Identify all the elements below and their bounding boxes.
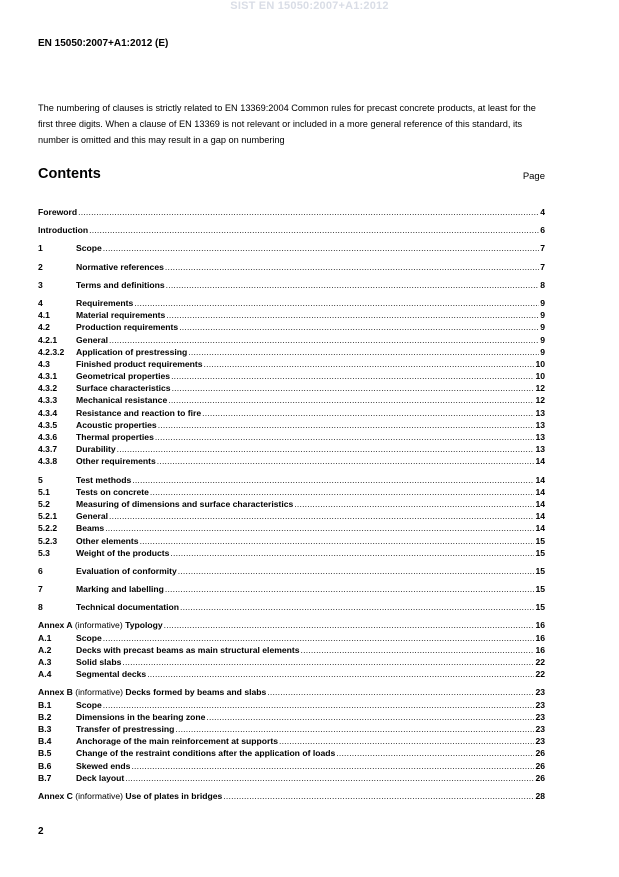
toc-entry-page: 7 <box>540 261 545 272</box>
dot-leader <box>301 644 535 656</box>
toc-entry-number: 5.1 <box>38 486 50 497</box>
toc-entry-page: 15 <box>535 547 545 558</box>
toc-entry-title: Change of the restraint conditions after the application of loads <box>76 748 336 759</box>
toc-entry[interactable] <box>38 723 545 735</box>
toc-entry-page: 4 <box>540 207 545 217</box>
toc-entry[interactable] <box>38 358 545 370</box>
toc-entry-page: 14 <box>535 498 545 509</box>
toc-entry-page: 10 <box>535 358 545 369</box>
annex-note: (informative) <box>72 790 126 801</box>
toc-entry-page: 9 <box>540 310 545 321</box>
toc-entry[interactable] <box>38 535 545 547</box>
toc-entry-title: Thermal properties <box>76 432 154 442</box>
toc-entry-title: Deck layout <box>76 772 125 783</box>
dot-leader <box>175 723 534 735</box>
toc-entry-page: 16 <box>535 632 545 643</box>
dot-leader <box>202 407 534 419</box>
toc-entry[interactable] <box>38 772 545 784</box>
dot-leader <box>267 686 534 698</box>
toc-entry-title: Scope <box>76 243 102 254</box>
dot-leader <box>125 772 534 784</box>
toc-entry[interactable] <box>38 297 545 309</box>
dot-leader <box>164 619 535 631</box>
watermark: SIST EN 15050:2007+A1:2012 <box>230 0 389 12</box>
toc-entry[interactable] <box>38 206 545 218</box>
toc-entry-title: Measuring of dimensions and surface characteristics <box>76 498 294 509</box>
dot-leader <box>78 206 539 218</box>
toc-entry-number: 4.2.1 <box>38 334 58 345</box>
toc-entry-number: 5.3 <box>38 547 50 558</box>
dot-leader <box>178 565 535 577</box>
toc-entry-title <box>38 790 222 802</box>
toc-group <box>38 297 545 468</box>
dot-leader <box>103 632 535 644</box>
dot-leader <box>166 279 540 291</box>
toc-entry-page: 15 <box>535 535 545 546</box>
toc-entry-page: 23 <box>535 687 545 698</box>
toc-entry-title: Weight of the products <box>76 547 170 558</box>
toc-entry[interactable] <box>38 242 545 254</box>
toc-group <box>38 686 545 784</box>
toc-entry-page: 16 <box>535 644 545 655</box>
toc-entry-page: 10 <box>535 371 545 382</box>
toc-entry-page: 14 <box>535 456 545 467</box>
toc-entry[interactable] <box>38 279 545 291</box>
dot-leader <box>166 309 539 321</box>
dot-leader <box>109 510 534 522</box>
toc-entry[interactable] <box>38 711 545 723</box>
toc-entry-page: 8 <box>540 279 545 290</box>
toc-entry-page: 15 <box>535 565 545 576</box>
dot-leader <box>158 419 535 431</box>
toc-entry[interactable] <box>38 419 545 431</box>
annex-title: Decks formed by beams and slabs <box>125 687 267 698</box>
toc-entry-number: 4.3 <box>38 358 50 369</box>
toc-entry-page: 9 <box>540 297 545 308</box>
dot-leader <box>89 224 539 236</box>
toc-entry-number: 4 <box>38 297 43 308</box>
toc-entry[interactable] <box>38 644 545 656</box>
dot-leader <box>117 443 535 455</box>
annex-label: Annex B <box>38 687 73 698</box>
dot-leader <box>188 346 539 358</box>
page-column-label: Page <box>522 171 545 182</box>
toc-entry-page: 23 <box>535 723 545 734</box>
toc-entry-number: 8 <box>38 602 43 613</box>
dot-leader <box>179 321 539 333</box>
toc-entry-number: 4.3.6 <box>38 432 58 442</box>
toc-entry-page: 22 <box>535 669 545 680</box>
toc-entry[interactable] <box>38 656 545 668</box>
dot-leader <box>223 790 534 802</box>
toc-entry-title: Durability <box>76 444 116 455</box>
toc-entry-number: B.7 <box>38 772 52 783</box>
toc-entry-title <box>38 686 266 698</box>
toc-entry[interactable] <box>38 790 545 802</box>
dot-leader <box>165 583 535 595</box>
toc-entry[interactable] <box>38 321 545 333</box>
toc-entry-title: Normative references <box>76 261 164 272</box>
dot-leader <box>105 522 534 534</box>
toc-entry-title: Technical documentation <box>76 602 179 613</box>
toc-entry-title: Test methods <box>76 474 132 485</box>
toc-entry-page: 13 <box>535 444 545 455</box>
toc-entry[interactable] <box>38 699 545 711</box>
toc-entry-number: 5.2 <box>38 498 50 509</box>
toc-entry-page: 7 <box>540 243 545 254</box>
toc-entry-page: 26 <box>535 748 545 759</box>
toc-entry[interactable] <box>38 547 545 559</box>
toc-entry-title: Transfer of prestressing <box>76 723 175 734</box>
toc-entry-title: Beams <box>76 523 105 534</box>
toc-entry-page: 14 <box>535 486 545 497</box>
dot-leader <box>294 498 534 510</box>
toc-entry-title: Application of prestressing <box>76 346 188 357</box>
table-of-contents <box>38 206 545 808</box>
toc-group <box>38 601 545 613</box>
dot-leader <box>172 382 535 394</box>
toc-entry-title <box>38 619 163 631</box>
toc-entry[interactable] <box>38 443 545 455</box>
toc-group <box>38 279 545 291</box>
toc-entry[interactable] <box>38 261 545 273</box>
dot-leader <box>140 535 535 547</box>
dot-leader <box>109 334 539 346</box>
toc-entry-number: 3 <box>38 279 43 290</box>
toc-entry-page: 15 <box>535 602 545 613</box>
dot-leader <box>206 711 534 723</box>
toc-group <box>38 224 545 236</box>
toc-entry-page: 12 <box>535 395 545 406</box>
toc-entry-number: 1 <box>38 243 43 254</box>
toc-entry-page: 9 <box>540 334 545 345</box>
dot-leader <box>171 370 534 382</box>
dot-leader <box>103 242 539 254</box>
toc-entry[interactable] <box>38 747 545 759</box>
toc-entry-title: General <box>76 511 109 522</box>
annex-note: (informative) <box>72 620 126 631</box>
toc-entry-number: 4.1 <box>38 310 50 321</box>
toc-entry-title: Finished product requirements <box>76 358 203 369</box>
toc-entry-title: Evaluation of conformity <box>76 565 177 576</box>
dot-leader <box>131 760 534 772</box>
toc-entry-page: 14 <box>535 474 545 485</box>
toc-entry[interactable] <box>38 510 545 522</box>
toc-entry[interactable] <box>38 224 545 236</box>
dot-leader <box>170 547 534 559</box>
toc-entry[interactable] <box>38 565 545 577</box>
toc-entry-number: B.3 <box>38 723 52 734</box>
toc-entry-page: 28 <box>535 790 545 801</box>
toc-entry[interactable] <box>38 486 545 498</box>
dot-leader <box>180 601 534 613</box>
toc-entry-page: 13 <box>535 432 545 442</box>
toc-entry-page: 13 <box>535 419 545 430</box>
toc-entry[interactable] <box>38 619 545 631</box>
toc-entry[interactable] <box>38 407 545 419</box>
dot-leader <box>147 668 534 680</box>
annex-label: Annex C <box>38 790 73 801</box>
toc-entry-number: B.5 <box>38 748 52 759</box>
toc-entry-number: B.6 <box>38 760 52 771</box>
toc-entry-number: A.1 <box>38 632 52 643</box>
toc-entry[interactable] <box>38 632 545 644</box>
toc-entry[interactable] <box>38 394 545 406</box>
toc-entry-number: 4.3.3 <box>38 395 58 406</box>
toc-group <box>38 583 545 595</box>
toc-entry-page: 16 <box>535 620 545 631</box>
toc-entry-number: 4.3.2 <box>38 383 58 394</box>
toc-entry[interactable] <box>38 346 545 358</box>
toc-entry-number: 5.2.3 <box>38 535 58 546</box>
toc-entry-number: 7 <box>38 584 43 595</box>
toc-entry-title: Marking and labelling <box>76 584 164 595</box>
toc-entry[interactable] <box>38 668 545 680</box>
toc-entry-title: Skewed ends <box>76 760 131 771</box>
toc-entry-number: 4.3.1 <box>38 371 58 382</box>
toc-entry[interactable] <box>38 431 545 443</box>
toc-entry-page: 13 <box>535 407 545 418</box>
toc-entry-title: Requirements <box>76 297 134 308</box>
toc-entry-page: 26 <box>535 772 545 783</box>
toc-entry-number: 4.3.8 <box>38 456 58 467</box>
toc-entry-number: 5 <box>38 474 43 485</box>
toc-entry-title: Introduction <box>38 225 89 236</box>
toc-entry[interactable] <box>38 583 545 595</box>
toc-entry[interactable] <box>38 735 545 747</box>
dot-leader <box>150 486 535 498</box>
annex-title: Use of plates in bridges <box>125 790 223 801</box>
toc-entry-number: 5.2.2 <box>38 523 58 534</box>
toc-entry-number: 5.2.1 <box>38 511 58 522</box>
toc-entry-number: 4.2 <box>38 322 50 333</box>
toc-entry-title: Other elements <box>76 535 139 546</box>
toc-entry[interactable] <box>38 522 545 534</box>
dot-leader <box>157 455 535 467</box>
toc-entry-number: B.1 <box>38 699 52 710</box>
toc-entry-page: 23 <box>535 699 545 710</box>
toc-entry-number: A.3 <box>38 657 52 667</box>
toc-entry-title: Resistance and reaction to fire <box>76 407 202 418</box>
toc-entry[interactable] <box>38 309 545 321</box>
toc-entry[interactable] <box>38 455 545 467</box>
page-number: 2 <box>38 826 44 837</box>
toc-entry[interactable] <box>38 474 545 486</box>
toc-entry-page: 12 <box>535 383 545 394</box>
dot-leader <box>122 656 534 668</box>
toc-entry-title: Production requirements <box>76 322 179 333</box>
toc-entry-number: 2 <box>38 261 43 272</box>
toc-entry-page: 23 <box>535 736 545 747</box>
intro-paragraph: The numbering of clauses is strictly related to EN 13369:2004 Common rules for precast concrete products, at least for the first three digits. When a clause of EN 13369 is not relevant or included in a more general reference of this standard, its number is omitted and this may result in a gap on numbering <box>38 103 536 145</box>
toc-entry-title: General <box>76 334 109 345</box>
toc-group <box>38 565 545 577</box>
toc-entry-title: Tests on concrete <box>76 486 149 497</box>
annex-label: Annex A <box>38 620 73 631</box>
toc-entry-title: Anchorage of the main reinforcement at supports <box>76 736 278 747</box>
dot-leader <box>134 297 539 309</box>
toc-entry-title: Scope <box>76 632 102 643</box>
toc-entry-title: Dimensions in the bearing zone <box>76 711 206 722</box>
toc-entry-number: A.2 <box>38 644 52 655</box>
toc-group <box>38 474 545 559</box>
toc-entry-page: 6 <box>540 225 545 236</box>
toc-entry-title: Other requirements <box>76 456 156 467</box>
toc-entry-number: B.2 <box>38 711 52 722</box>
toc-group <box>38 206 545 218</box>
contents-heading: Contents <box>38 166 101 182</box>
dot-leader <box>168 394 534 406</box>
toc-entry-number: 4.3.7 <box>38 444 58 455</box>
dot-leader <box>336 747 534 759</box>
toc-group <box>38 790 545 802</box>
toc-entry-page: 14 <box>535 523 545 534</box>
toc-entry-title: Segmental decks <box>76 669 147 680</box>
toc-entry-page: 15 <box>535 584 545 595</box>
dot-leader <box>204 358 535 370</box>
annex-note: (informative) <box>72 687 126 698</box>
toc-entry[interactable] <box>38 382 545 394</box>
toc-entry-title: Material requirements <box>76 310 166 321</box>
toc-entry-page: 9 <box>540 346 545 357</box>
toc-entry[interactable] <box>38 334 545 346</box>
toc-entry[interactable] <box>38 601 545 613</box>
dot-leader <box>165 261 539 273</box>
toc-entry-title: Decks with precast beams as main structural elements <box>76 644 300 655</box>
toc-entry-title: Scope <box>76 699 102 710</box>
toc-entry-page: 23 <box>535 711 545 722</box>
toc-group <box>38 261 545 273</box>
dot-leader <box>279 735 534 747</box>
toc-entry-page: 14 <box>535 511 545 522</box>
toc-entry-title: Terms and definitions <box>76 279 165 290</box>
toc-entry-page: 9 <box>540 322 545 333</box>
toc-entry-page: 22 <box>535 657 545 667</box>
toc-entry-title: Foreword <box>38 207 78 217</box>
toc-entry-title: Mechanical resistance <box>76 395 168 406</box>
toc-entry-page: 26 <box>535 760 545 771</box>
dot-leader <box>103 699 535 711</box>
toc-entry-number: 4.3.5 <box>38 419 58 430</box>
toc-group <box>38 619 545 680</box>
annex-title: Typology <box>125 620 163 631</box>
toc-entry[interactable] <box>38 370 545 382</box>
toc-entry[interactable] <box>38 760 545 772</box>
toc-entry-title: Surface characteristics <box>76 383 171 394</box>
toc-group <box>38 242 545 254</box>
toc-entry[interactable] <box>38 686 545 698</box>
toc-entry-number: 4.2.3.2 <box>38 346 65 357</box>
dot-leader <box>132 474 534 486</box>
toc-entry-number: 4.3.4 <box>38 407 58 418</box>
toc-entry-title: Acoustic properties <box>76 419 157 430</box>
toc-entry-number: A.4 <box>38 669 52 680</box>
toc-entry-title: Geometrical properties <box>76 371 171 382</box>
toc-entry-number: 6 <box>38 565 43 576</box>
document-code: EN 15050:2007+A1:2012 (E) <box>38 38 169 49</box>
dot-leader <box>155 431 535 443</box>
toc-entry[interactable] <box>38 498 545 510</box>
toc-entry-number: B.4 <box>38 736 52 747</box>
toc-entry-title: Solid slabs <box>76 657 122 667</box>
